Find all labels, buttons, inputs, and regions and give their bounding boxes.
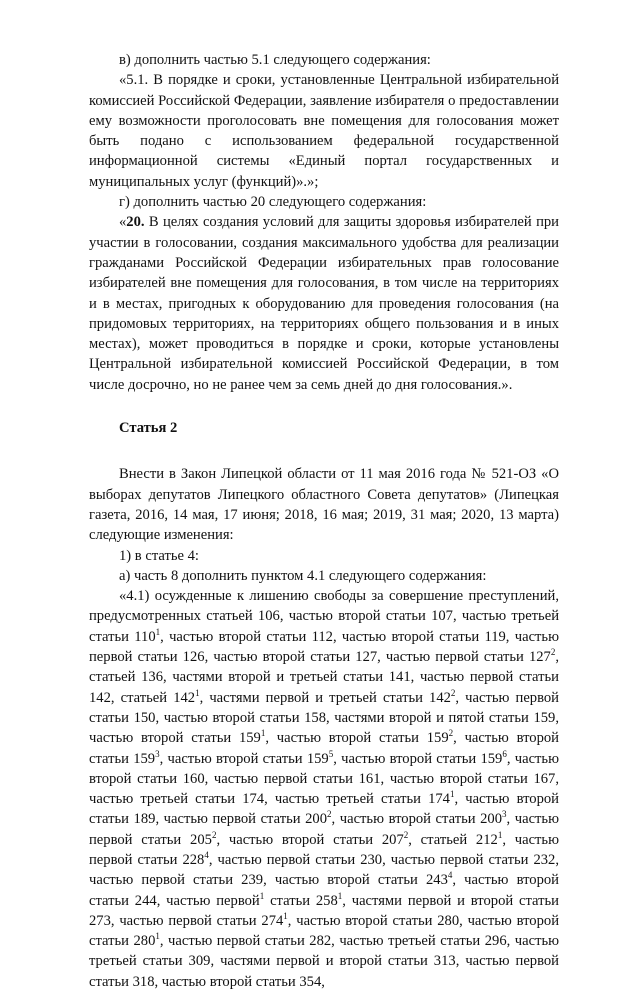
text-run: статьи 258 — [264, 892, 338, 909]
text-run: а) часть 8 дополнить пунктом 4.1 следующего содержания: — [119, 567, 487, 584]
text-run: в) дополнить частью 5.1 следующего содержания: — [119, 52, 431, 68]
text-run: , частями первой и третьей статьи 142 — [199, 689, 451, 706]
footnote-superscript: 1 — [155, 931, 160, 942]
text-run: «5.1. В порядке и сроки, установленные Центральной избирательной комиссией Российской Федерации, заявление избирателя о предоставлении ему возможности проголосовать вне помещения для голосования может быть подано с использованием федеральной государственной информационной системы «Единый портал государственных и муниципальных услуг (функций)».»; — [89, 72, 559, 190]
document-page — [89, 50, 559, 992]
paragraph-item-a — [89, 566, 559, 586]
text-run: , частью первой статьи 282, частью третьей статьи 296, частью третьей статьи 309, частями первой и второй статьи 313, частью первой статьи 318, частью второй статьи 354, — [89, 933, 560, 990]
text-run: В целях создания условий для защиты здоровья избирателей при участии в голосовании, создания максимального удобства для реализации гражданами Российской Федерации избирательных прав голосование избирателей вне помещения для голосования, в том числе на территориях и в местах, пригодных к оборудованию для проведения голосования (на придомовых территориях, на территориях общего пользования и в иных местах), может проводиться в порядке и сроки, которые установлены Центральной избирательной комиссией Российской Федерации, в том числе досрочно, но не ранее чем за семь дней до дня голосования.». — [89, 214, 559, 393]
text-run: , частью второй статьи 159 — [265, 730, 449, 747]
footnote-superscript: 2 — [327, 809, 332, 820]
paragraph-amendment-v — [89, 50, 559, 70]
text-run: , частью второй статьи 159 — [333, 750, 503, 767]
text-run: , частью второй статьи 244, частью первой — [89, 872, 559, 909]
paragraph-amendment-g — [89, 192, 559, 212]
footnote-superscript: 6 — [502, 748, 507, 759]
text-run: Статья 2 — [119, 420, 178, 437]
paragraph-part-5-1 — [89, 70, 559, 192]
footnote-superscript: 2 — [450, 687, 456, 698]
bold-number: 20. — [126, 214, 145, 231]
footnote-superscript: 1 — [497, 829, 503, 840]
footnote-superscript: 2 — [550, 647, 556, 658]
paragraph-point-4-1 — [89, 586, 559, 992]
text-run: Внести в Закон Липецкой области от 11 мая 2016 года № 521-ОЗ «О выборах депутатов Липецкого областного Совета депутатов» (Липецкая газета, 2016, 14 мая, 17 июня; 2018, 16 мая; 2019, 31 мая; 2020, 13 марта) следующие изменения: — [89, 466, 559, 544]
text-run: , частью первой статьи 228 — [89, 831, 559, 868]
footnote-superscript: 1 — [337, 890, 343, 901]
footnote-superscript: 1 — [195, 687, 200, 698]
footnote-superscript: 4 — [447, 870, 453, 881]
text-run: , частью второй статьи 189, частью первой статьи 200 — [89, 791, 559, 828]
text-run: , частью второй статьи 160, частью первой статьи 161, частью второй статьи 167, частью третьей статьи 174, частью третьей статьи 174 — [89, 750, 559, 808]
text-run: , частью второй статьи 159 — [89, 730, 559, 767]
footnote-superscript: 1 — [155, 626, 161, 637]
text-run: , частью второй статьи 207 — [216, 831, 404, 848]
text-run: г) дополнить частью 20 следующего содержания: — [119, 194, 427, 211]
footnote-superscript: 1 — [449, 789, 455, 800]
footnote-superscript: 1 — [260, 728, 266, 739]
paragraph-item-1 — [89, 546, 559, 566]
text-run: , частью второй статьи 112, частью второй статьи 119, частью первой статьи 126, частью второй статьи 127, частью первой статьи 127 — [89, 628, 559, 666]
footnote-superscript: 2 — [403, 829, 409, 840]
text-run: , частью первой статьи 150, частью второй статьи 158, частями второй и пятой статьи 159, частью второй статьи 159 — [89, 689, 559, 747]
text-run: , частью первой статьи 205 — [89, 811, 559, 848]
paragraph-part-20 — [89, 212, 559, 395]
text-run: «4.1) осужденные к лишению свободы за совершение преступлений, предусмотренных статьей 106, частью второй статьи 107, частью третьей статьи 110 — [89, 588, 559, 645]
text-run: , статьей 136, частями второй и третьей статьи 141, частью первой статьи 142, статьей 142 — [89, 649, 559, 706]
footnote-superscript: 5 — [328, 748, 334, 759]
text-run: , частью второй статьи 159 — [159, 750, 329, 767]
footnote-superscript: 3 — [502, 809, 507, 820]
text-run: , статьей 212 — [408, 831, 498, 848]
footnote-superscript: 4 — [204, 850, 209, 861]
text-run: 1) в статье 4: — [119, 547, 199, 564]
footnote-superscript: 2 — [448, 728, 454, 739]
text-run: « — [119, 214, 127, 231]
text-run: , частью второй статьи 200 — [331, 811, 503, 828]
text-run: , частью второй статьи 280, частью второй статьи 280 — [89, 912, 559, 950]
paragraph-law-intro — [89, 464, 559, 545]
footnote-superscript: 2 — [211, 829, 217, 840]
footnote-superscript: 1 — [283, 911, 288, 922]
article-2-heading — [89, 418, 559, 438]
footnote-superscript: 1 — [259, 890, 265, 901]
footnote-superscript: 3 — [155, 748, 160, 759]
text-run: , частью первой статьи 230, частью первой статьи 232, частью первой статьи 239, частью второй статьи 243 — [89, 851, 559, 889]
text-run: , частями первой и второй статьи 273, частью первой статьи 274 — [89, 892, 559, 929]
